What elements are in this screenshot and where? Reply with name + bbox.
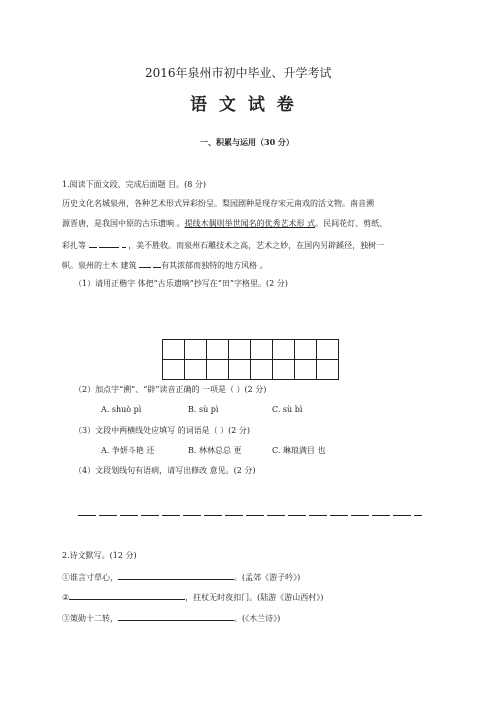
option-b[interactable]: B. 林林总总 更	[188, 446, 242, 455]
question-2-stem: 2.诗文默写。(12 分)	[62, 551, 137, 560]
underlined-sentence: 提线木偶则举世闻名的优秀艺术形 式	[184, 219, 316, 228]
passage-text: 源晋唐，是我国中原的古乐遗响 。	[62, 219, 185, 228]
passage-text: 帜。泉州的土木 建筑	[62, 261, 137, 270]
poem-line-3	[62, 611, 280, 625]
exam-title: 2016年泉州市初中毕业、升学考试	[145, 66, 332, 80]
passage-text: 彩扎等	[62, 241, 86, 250]
section-title: 一、积累与运用（30 分）	[200, 137, 294, 147]
option-c[interactable]: C. 琳琅满目 也	[272, 446, 326, 455]
sub-question-1: （1）请用正楷字 体把“古乐遗响”抄写在“田”字格里。(2 分)	[74, 279, 288, 288]
grid-cell[interactable]	[317, 340, 339, 360]
poem-text: ③策勋十二转，	[62, 614, 118, 623]
passage-line-3	[62, 238, 384, 252]
grid-cell[interactable]	[251, 340, 273, 360]
answer-blank[interactable]	[122, 238, 126, 248]
grid-cell[interactable]	[295, 360, 317, 380]
poem-line-1	[62, 570, 300, 584]
poem-text: 。(孟郊《游子吟》)	[234, 573, 301, 582]
grid-cell[interactable]	[163, 360, 185, 380]
passage-line-1: 历史文化名城泉州，各种艺术形式异彩纷呈。梨园剧种是现存宋元南戏的活文物。南音溯	[62, 199, 374, 208]
grid-cell[interactable]	[273, 340, 295, 360]
passage-text: ，美不胜收。而泉州石雕技术之高，艺术之妙，在国内另辟蹊径，独树一	[128, 241, 385, 250]
grid-row	[163, 360, 339, 380]
grid-cell[interactable]	[295, 340, 317, 360]
grid-cell[interactable]	[251, 360, 273, 380]
answer-blank[interactable]	[89, 238, 97, 248]
question-1-stem: 1.阅读下面文段，完成后面题 目。(8 分)	[62, 180, 207, 189]
tian-character-grid[interactable]	[162, 339, 339, 380]
passage-text: 有其浓郁而独特的地方风格 。	[161, 261, 268, 270]
passage-line-4	[62, 258, 268, 272]
grid-cell[interactable]	[185, 340, 207, 360]
answer-blank[interactable]	[118, 611, 234, 621]
grid-cell[interactable]	[273, 360, 295, 380]
option-c[interactable]: C. sù bì	[272, 405, 303, 414]
answer-blank[interactable]	[139, 258, 151, 268]
passage-text: 。民间花灯、剪纸、	[315, 219, 388, 228]
grid-cell[interactable]	[229, 360, 251, 380]
poem-text: ①谁言寸草心，	[62, 573, 118, 582]
poem-text: ②	[62, 593, 70, 602]
option-a[interactable]: A. shuò pì	[101, 405, 142, 414]
sub-question-2: （2）加点字“溯”、“辟”读音正确的 一项是（ ）(2 分)	[74, 385, 267, 394]
sub-question-3: （3）文段中两横线处应填写 的词语是（ ）(2 分)	[74, 426, 251, 435]
answer-line[interactable]	[78, 515, 422, 516]
poem-line-2	[62, 590, 323, 604]
option-a[interactable]: A. 争妍斗艳 还	[101, 446, 155, 455]
option-b[interactable]: B. sù pì	[188, 405, 219, 414]
poem-text: ，拄杖无时夜扣门。(陆游《游山西村》)	[185, 593, 324, 602]
grid-cell[interactable]	[207, 360, 229, 380]
passage-line-2	[62, 218, 387, 230]
grid-cell[interactable]	[317, 360, 339, 380]
answer-blank[interactable]	[99, 238, 119, 248]
answer-blank[interactable]	[69, 590, 185, 600]
grid-cell[interactable]	[207, 340, 229, 360]
sub-question-4: （4）文段划线句有语病，请写出修改 意见。(2 分)	[74, 466, 256, 475]
answer-blank[interactable]	[153, 258, 161, 268]
grid-cell[interactable]	[229, 340, 251, 360]
subject-title: 语 文 试 卷	[190, 95, 297, 115]
grid-cell[interactable]	[163, 340, 185, 360]
grid-row	[163, 340, 339, 360]
grid-cell[interactable]	[185, 360, 207, 380]
answer-blank[interactable]	[118, 570, 234, 580]
poem-text: 。(《木兰诗》)	[234, 614, 281, 623]
